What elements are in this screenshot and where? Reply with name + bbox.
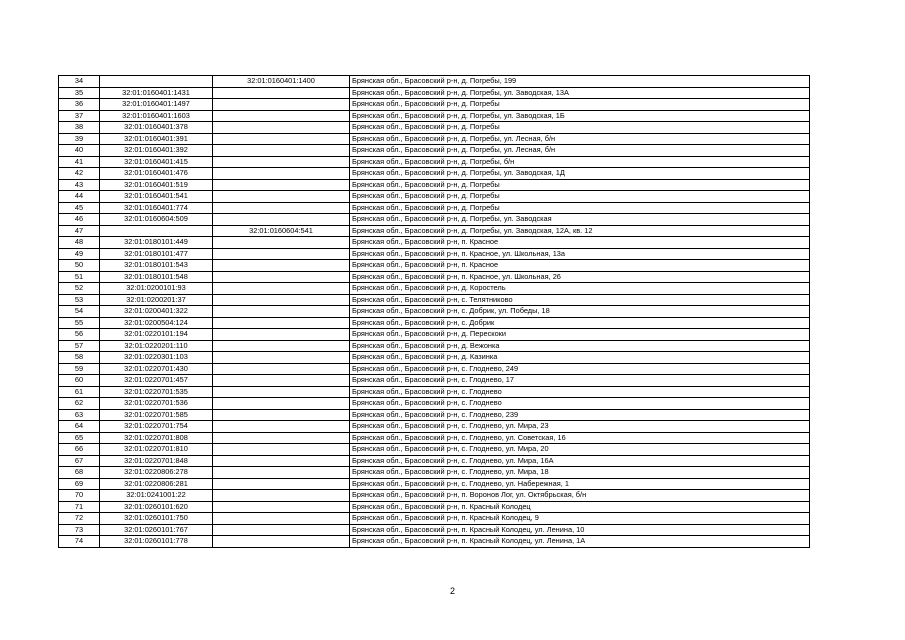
- table-row: [59, 524, 810, 536]
- cadastral-number-cell: 32:01:0160604:509: [100, 214, 213, 226]
- cadastral-number-alt-cell: [213, 191, 350, 203]
- cadastral-number-alt-cell: [213, 179, 350, 191]
- row-number-cell: 49: [59, 248, 100, 260]
- cadastral-number-alt-cell: [213, 478, 350, 490]
- address-cell: Брянская обл., Брасовский р-н, д. Погребы: [350, 191, 810, 203]
- cadastral-number-alt-cell: [213, 375, 350, 387]
- cadastral-number-cell: 32:01:0200101:93: [100, 283, 213, 295]
- cadastral-number-cell: 32:01:0160401:541: [100, 191, 213, 203]
- cadastral-number-alt-cell: [213, 409, 350, 421]
- address-cell: Брянская обл., Брасовский р-н, д. Погребы: [350, 122, 810, 134]
- cadastral-number-alt-cell: [213, 122, 350, 134]
- cadastral-number-cell: 32:01:0200401:322: [100, 306, 213, 318]
- cadastral-number-cell: 32:01:0160401:392: [100, 145, 213, 157]
- cadastral-number-alt-cell: [213, 260, 350, 272]
- row-number-cell: 58: [59, 352, 100, 364]
- table-row: [59, 225, 810, 237]
- row-number-cell: 55: [59, 317, 100, 329]
- cadastral-number-alt-cell: [213, 133, 350, 145]
- cadastral-number-cell: 32:01:0220701:536: [100, 398, 213, 410]
- table-row: [59, 317, 810, 329]
- address-cell: Брянская обл., Брасовский р-н, с. Глоднево: [350, 386, 810, 398]
- address-cell: Брянская обл., Брасовский р-н, д. Погребы, ул. Заводская: [350, 214, 810, 226]
- cadastral-number-alt-cell: [213, 352, 350, 364]
- cadastral-number-alt-cell: [213, 467, 350, 479]
- table-row: [59, 455, 810, 467]
- address-cell: Брянская обл., Брасовский р-н, с. Добрик, ул. Победы, 18: [350, 306, 810, 318]
- cadastral-number-cell: 32:01:0180101:543: [100, 260, 213, 272]
- cadastral-number-cell: 32:01:0260101:767: [100, 524, 213, 536]
- cadastral-number-alt-cell: [213, 329, 350, 341]
- cadastral-number-alt-cell: [213, 444, 350, 456]
- page-number: 2: [449, 586, 455, 596]
- table-row: [59, 409, 810, 421]
- row-number-cell: 73: [59, 524, 100, 536]
- cadastral-number-cell: 32:01:0220806:278: [100, 467, 213, 479]
- row-number-cell: 35: [59, 87, 100, 99]
- table-row: [59, 490, 810, 502]
- address-cell: Брянская обл., Брасовский р-н, с. Глоднево, ул. Мира, 20: [350, 444, 810, 456]
- row-number-cell: 61: [59, 386, 100, 398]
- table-row: [59, 168, 810, 180]
- row-number-cell: 67: [59, 455, 100, 467]
- row-number-cell: 52: [59, 283, 100, 295]
- cadastral-number-cell: 32:01:0200201:37: [100, 294, 213, 306]
- cadastral-number-alt-cell: [213, 455, 350, 467]
- cadastral-number-cell: 32:01:0220201:110: [100, 340, 213, 352]
- row-number-cell: 72: [59, 513, 100, 525]
- address-cell: Брянская обл., Брасовский р-н, д. Погребы, ул. Заводская, 1Д: [350, 168, 810, 180]
- row-number-cell: 66: [59, 444, 100, 456]
- address-cell: Брянская обл., Брасовский р-н, д. Погребы: [350, 99, 810, 111]
- table-row: [59, 145, 810, 157]
- row-number-cell: 54: [59, 306, 100, 318]
- table-row: [59, 260, 810, 272]
- address-cell: Брянская обл., Брасовский р-н, с. Добрик: [350, 317, 810, 329]
- address-cell: Брянская обл., Брасовский р-н, п. Воронов Лог, ул. Октябрьская, б/н: [350, 490, 810, 502]
- address-cell: Брянская обл., Брасовский р-н, с. Глоднево, 17: [350, 375, 810, 387]
- cadastral-number-alt-cell: [213, 513, 350, 525]
- cadastral-number-cell: 32:01:0160401:1431: [100, 87, 213, 99]
- row-number-cell: 36: [59, 99, 100, 111]
- cadastral-number-alt-cell: [213, 156, 350, 168]
- cadastral-number-alt-cell: [213, 432, 350, 444]
- table-row: [59, 237, 810, 249]
- row-number-cell: 64: [59, 421, 100, 433]
- address-cell: Брянская обл., Брасовский р-н, с. Глоднево, ул. Набережная, 1: [350, 478, 810, 490]
- address-cell: Брянская обл., Брасовский р-н, с. Глоднево, ул. Мира, 16А: [350, 455, 810, 467]
- cadastral-number-cell: 32:01:0220701:585: [100, 409, 213, 421]
- cadastral-number-alt-cell: [213, 317, 350, 329]
- address-cell: Брянская обл., Брасовский р-н, с. Глоднево: [350, 398, 810, 410]
- address-cell: Брянская обл., Брасовский р-н, п. Красный Колодец, 9: [350, 513, 810, 525]
- address-cell: Брянская обл., Брасовский р-н, п. Красное, ул. Школьная, 13а: [350, 248, 810, 260]
- cadastral-number-cell: 32:01:0160401:519: [100, 179, 213, 191]
- row-number-cell: 74: [59, 536, 100, 548]
- row-number-cell: 42: [59, 168, 100, 180]
- table-row: [59, 513, 810, 525]
- row-number-cell: 37: [59, 110, 100, 122]
- address-cell: Брянская обл., Брасовский р-н, д. Погребы: [350, 202, 810, 214]
- row-number-cell: 39: [59, 133, 100, 145]
- table-row: [59, 536, 810, 548]
- cadastral-number-cell: 32:01:0180101:477: [100, 248, 213, 260]
- cadastral-number-alt-cell: [213, 145, 350, 157]
- table-row: [59, 421, 810, 433]
- table-row: [59, 283, 810, 295]
- cadastral-number-cell: 32:01:0241001:22: [100, 490, 213, 502]
- table-row: [59, 306, 810, 318]
- row-number-cell: 70: [59, 490, 100, 502]
- address-cell: Брянская обл., Брасовский р-н, д. Погребы: [350, 179, 810, 191]
- address-cell: Брянская обл., Брасовский р-н, д. Перескоки: [350, 329, 810, 341]
- cadastral-number-alt-cell: [213, 87, 350, 99]
- address-cell: Брянская обл., Брасовский р-н, с. Глоднево, 239: [350, 409, 810, 421]
- row-number-cell: 34: [59, 76, 100, 88]
- table-row: [59, 156, 810, 168]
- row-number-cell: 41: [59, 156, 100, 168]
- table-row: [59, 432, 810, 444]
- registry-table-body: [59, 76, 810, 548]
- cadastral-number-cell: 32:01:0160401:1603: [100, 110, 213, 122]
- table-row: [59, 352, 810, 364]
- row-number-cell: 71: [59, 501, 100, 513]
- address-cell: Брянская обл., Брасовский р-н, д. Погребы, ул. Лесная, б/н: [350, 145, 810, 157]
- cadastral-number-alt-cell: [213, 340, 350, 352]
- cadastral-number-cell: 32:01:0220701:808: [100, 432, 213, 444]
- cadastral-number-alt-cell: [213, 202, 350, 214]
- cadastral-number-alt-cell: [213, 536, 350, 548]
- table-row: [59, 363, 810, 375]
- cadastral-number-alt-cell: [213, 110, 350, 122]
- address-cell: Брянская обл., Брасовский р-н, д. Погребы, ул. Лесная, б/н: [350, 133, 810, 145]
- cadastral-number-cell: 32:01:0220701:457: [100, 375, 213, 387]
- address-cell: Брянская обл., Брасовский р-н, д. Погребы, ул. Заводская, 1Б: [350, 110, 810, 122]
- cadastral-number-alt-cell: [213, 524, 350, 536]
- table-row: [59, 202, 810, 214]
- cadastral-number-alt-cell: [213, 398, 350, 410]
- cadastral-number-alt-cell: 32:01:0160604:541: [213, 225, 350, 237]
- row-number-cell: 50: [59, 260, 100, 272]
- address-cell: Брянская обл., Брасовский р-н, д. Погребы, 199: [350, 76, 810, 88]
- cadastral-number-alt-cell: [213, 248, 350, 260]
- table-row: [59, 340, 810, 352]
- cadastral-number-cell: 32:01:0260101:750: [100, 513, 213, 525]
- row-number-cell: 69: [59, 478, 100, 490]
- table-row: [59, 478, 810, 490]
- cadastral-number-alt-cell: [213, 501, 350, 513]
- cadastral-number-cell: 32:01:0220301:103: [100, 352, 213, 364]
- table-row: [59, 329, 810, 341]
- row-number-cell: 68: [59, 467, 100, 479]
- cadastral-number-cell: 32:01:0220806:281: [100, 478, 213, 490]
- row-number-cell: 47: [59, 225, 100, 237]
- address-cell: Брянская обл., Брасовский р-н, с. Глоднево, 249: [350, 363, 810, 375]
- cadastral-number-cell: 32:01:0180101:449: [100, 237, 213, 249]
- table-row: [59, 110, 810, 122]
- address-cell: Брянская обл., Брасовский р-н, д. Погребы, ул. Заводская, 13А: [350, 87, 810, 99]
- cadastral-number-cell: 32:01:0220701:754: [100, 421, 213, 433]
- table-row: [59, 214, 810, 226]
- row-number-cell: 46: [59, 214, 100, 226]
- address-cell: Брянская обл., Брасовский р-н, п. Красный Колодец: [350, 501, 810, 513]
- cadastral-number-alt-cell: [213, 363, 350, 375]
- table-row: [59, 99, 810, 111]
- table-row: [59, 386, 810, 398]
- cadastral-number-cell: [100, 76, 213, 88]
- table-row: [59, 87, 810, 99]
- cadastral-number-cell: 32:01:0160401:415: [100, 156, 213, 168]
- table-row: [59, 501, 810, 513]
- cadastral-number-alt-cell: [213, 490, 350, 502]
- cadastral-number-alt-cell: [213, 294, 350, 306]
- cadastral-number-cell: 32:01:0200504:124: [100, 317, 213, 329]
- address-cell: Брянская обл., Брасовский р-н, с. Глоднево, ул. Мира, 23: [350, 421, 810, 433]
- row-number-cell: 43: [59, 179, 100, 191]
- cadastral-number-alt-cell: [213, 214, 350, 226]
- cadastral-number-cell: 32:01:0220701:810: [100, 444, 213, 456]
- cadastral-number-cell: 32:01:0260101:778: [100, 536, 213, 548]
- address-cell: Брянская обл., Брасовский р-н, с. Глоднево, ул. Мира, 18: [350, 467, 810, 479]
- table-row: [59, 375, 810, 387]
- cadastral-number-alt-cell: [213, 306, 350, 318]
- address-cell: Брянская обл., Брасовский р-н, п. Красное, ул. Школьная, 26: [350, 271, 810, 283]
- row-number-cell: 65: [59, 432, 100, 444]
- row-number-cell: 56: [59, 329, 100, 341]
- row-number-cell: 53: [59, 294, 100, 306]
- cadastral-number-alt-cell: [213, 168, 350, 180]
- cadastral-number-alt-cell: [213, 237, 350, 249]
- cadastral-number-cell: [100, 225, 213, 237]
- table-row: [59, 294, 810, 306]
- address-cell: Брянская обл., Брасовский р-н, с. Глоднево, ул. Советская, 16: [350, 432, 810, 444]
- address-cell: Брянская обл., Брасовский р-н, д. Коростель: [350, 283, 810, 295]
- table-row: [59, 467, 810, 479]
- address-cell: Брянская обл., Брасовский р-н, д. Вежонка: [350, 340, 810, 352]
- address-cell: Брянская обл., Брасовский р-н, п. Красный Колодец, ул. Ленина, 1А: [350, 536, 810, 548]
- address-cell: Брянская обл., Брасовский р-н, п. Красное: [350, 260, 810, 272]
- row-number-cell: 60: [59, 375, 100, 387]
- row-number-cell: 38: [59, 122, 100, 134]
- address-cell: Брянская обл., Брасовский р-н, д. Казинка: [350, 352, 810, 364]
- cadastral-number-cell: 32:01:0160401:378: [100, 122, 213, 134]
- table-row: [59, 179, 810, 191]
- row-number-cell: 59: [59, 363, 100, 375]
- registry-table: [58, 75, 810, 548]
- row-number-cell: 44: [59, 191, 100, 203]
- row-number-cell: 51: [59, 271, 100, 283]
- row-number-cell: 62: [59, 398, 100, 410]
- cadastral-number-alt-cell: [213, 283, 350, 295]
- cadastral-number-cell: 32:01:0180101:548: [100, 271, 213, 283]
- cadastral-number-cell: 32:01:0160401:476: [100, 168, 213, 180]
- cadastral-number-cell: 32:01:0220101:194: [100, 329, 213, 341]
- row-number-cell: 40: [59, 145, 100, 157]
- cadastral-number-cell: 32:01:0220701:430: [100, 363, 213, 375]
- cadastral-number-cell: 32:01:0220701:535: [100, 386, 213, 398]
- cadastral-number-alt-cell: [213, 99, 350, 111]
- address-cell: Брянская обл., Брасовский р-н, д. Погребы, ул. Заводская, 12А, кв. 12: [350, 225, 810, 237]
- cadastral-number-alt-cell: [213, 271, 350, 283]
- table-row: [59, 122, 810, 134]
- row-number-cell: 45: [59, 202, 100, 214]
- cadastral-number-alt-cell: [213, 386, 350, 398]
- address-cell: Брянская обл., Брасовский р-н, д. Погребы, б/н: [350, 156, 810, 168]
- cadastral-number-cell: 32:01:0220701:848: [100, 455, 213, 467]
- row-number-cell: 57: [59, 340, 100, 352]
- address-cell: Брянская обл., Брасовский р-н, п. Красный Колодец, ул. Ленина, 10: [350, 524, 810, 536]
- row-number-cell: 48: [59, 237, 100, 249]
- table-row: [59, 191, 810, 203]
- address-cell: Брянская обл., Брасовский р-н, п. Красное: [350, 237, 810, 249]
- table-row: [59, 444, 810, 456]
- cadastral-number-cell: 32:01:0160401:391: [100, 133, 213, 145]
- table-row: [59, 398, 810, 410]
- cadastral-number-cell: 32:01:0160401:774: [100, 202, 213, 214]
- table-row: [59, 271, 810, 283]
- address-cell: Брянская обл., Брасовский р-н, с. Телятниково: [350, 294, 810, 306]
- table-row: [59, 133, 810, 145]
- row-number-cell: 63: [59, 409, 100, 421]
- table-row: [59, 76, 810, 88]
- cadastral-number-alt-cell: 32:01:0160401:1400: [213, 76, 350, 88]
- cadastral-number-cell: 32:01:0160401:1497: [100, 99, 213, 111]
- cadastral-number-cell: 32:01:0260101:620: [100, 501, 213, 513]
- cadastral-number-alt-cell: [213, 421, 350, 433]
- table-row: [59, 248, 810, 260]
